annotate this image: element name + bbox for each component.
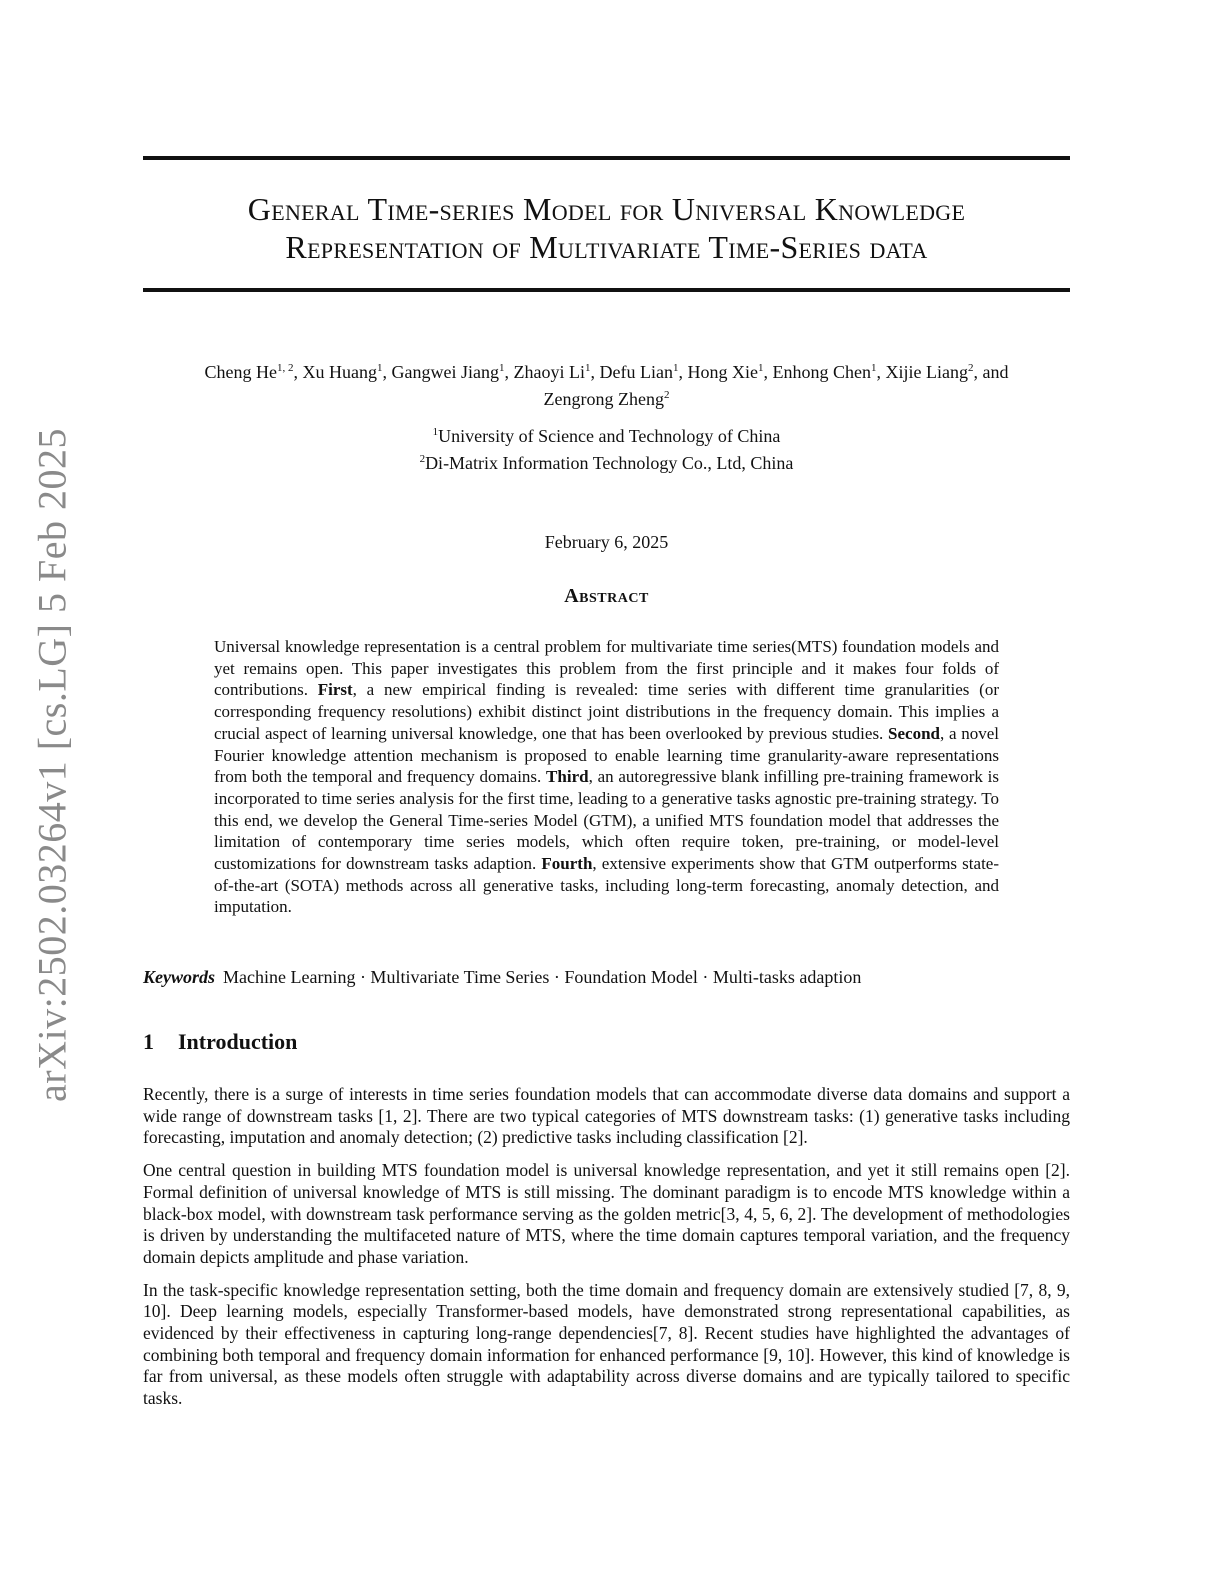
author: Zhaoyi Li$^1$,: [513, 362, 600, 382]
author: Hong Xie$^1$,: [687, 362, 773, 382]
author-list: [143, 357, 1070, 411]
paragraph: In the task-specific knowledge representation setting, both the time domain and frequency domain are extensively studied [7, 8, 9, 10]. Deep learning models, especially Transformer-based models, have demonstrated strong representational capabilities, as evidenced by their effectiveness in capturing long-range dependencies[7, 8]. Recent studies have highlighted the advantages of combining both temporal and frequency domain information for enhanced performance [9, 10]. However, this kind of knowledge is far from universal, as these models often struggle with adaptability across diverse domains and are typically tailored to specific tasks.: [143, 1279, 1070, 1409]
title-top-rule: [143, 156, 1070, 160]
keywords-label: Keywords: [143, 967, 215, 987]
author: Zengrong Zheng$^2$: [543, 389, 670, 409]
abstract-body: Universal knowledge representation is a central problem for multivariate time series(MTS) foundation models and yet remains open. This paper investigates this problem from the first principle and it makes four folds of contributions. First, a new empirical finding is revealed: time series with different time granularities (or corresponding frequency resolutions) exhibit distinct joint distributions in the frequency domain. This implies a crucial aspect of learning universal knowledge, one that has been overlooked by previous studies. Second, a novel Fourier knowledge attention mechanism is proposed to enable learning time granularity-aware representations from both the temporal and frequency domains. Third, an autoregressive blank infilling pre-training framework is incorporated to time series analysis for the first time, leading to a generative tasks agnostic pre-training strategy. To this end, we develop the General Time-series Model (GTM), a unified MTS foundation model that addresses the limitation of contemporary time series models, which often require token, pre-training, or model-level customizations for downstream tasks adaption. Fourth, extensive experiments show that GTM outperforms state-of-the-art (SOTA) methods across all generative tasks, including long-term forecasting, anomaly detection, and imputation.: [214, 637, 1000, 917]
introduction-body: [143, 1084, 1070, 1421]
author: Enhong Chen$^1$,: [772, 362, 886, 382]
keywords-text: Machine Learning · Multivariate Time Series · Foundation Model · Multi-tasks adaption: [223, 967, 862, 987]
section-number: 1: [143, 1029, 154, 1054]
affiliation: $^2$Di-Matrix Information Technology Co., Ltd, China: [419, 453, 794, 473]
abstract-heading: Abstract: [564, 585, 649, 607]
paragraph: One central question in building MTS foundation model is universal knowledge representation, and yet it still remains open [2]. Formal definition of universal knowledge of MTS is still missing. The dominant paradigm is to encode MTS knowledge within a black-box model, with downstream task performance serving as the golden metric[3, 4, 5, 6, 2]. The development of methodologies is driven by understanding the multifaceted nature of MTS, where the time domain captures temporal variation, and the frequency domain depicts amplitude and phase variation.: [143, 1160, 1070, 1267]
section-heading: [143, 1029, 297, 1055]
author: Defu Lian$^1$,: [599, 362, 688, 382]
title-line-1: General Time-series Model for Universal Knowledge: [247, 191, 966, 227]
title-bottom-rule: [143, 288, 1070, 292]
paper-title: [143, 190, 1070, 266]
affiliations: [143, 421, 1070, 475]
paragraph: Recently, there is a surge of interests in time series foundation models that can accommodate diverse data domains and support a wide range of downstream tasks [1, 2]. There are two typical categories of MTS downstream tasks: (1) generative tasks including forecasting, imputation and anomaly detection; (2) predictive tasks including classification [2].: [143, 1084, 1070, 1148]
author: Xijie Liang$^2$, and: [885, 362, 1009, 382]
author: Xu Huang$^1$,: [302, 362, 392, 382]
author: Gangwei Jiang$^1$,: [391, 362, 514, 382]
author: Cheng He$^{1, 2}$,: [204, 362, 303, 382]
title-line-2: Representation of Multivariate Time-Series data: [285, 229, 928, 265]
keywords: [143, 967, 1070, 988]
section-title: Introduction: [178, 1029, 298, 1054]
publication-date: February 6, 2025: [544, 532, 669, 552]
arxiv-identifier: arXiv:2502.03264v1 [cs.LG] 5 Feb 2025: [29, 428, 75, 1102]
affiliation: $^1$University of Science and Technology of China: [432, 426, 781, 446]
